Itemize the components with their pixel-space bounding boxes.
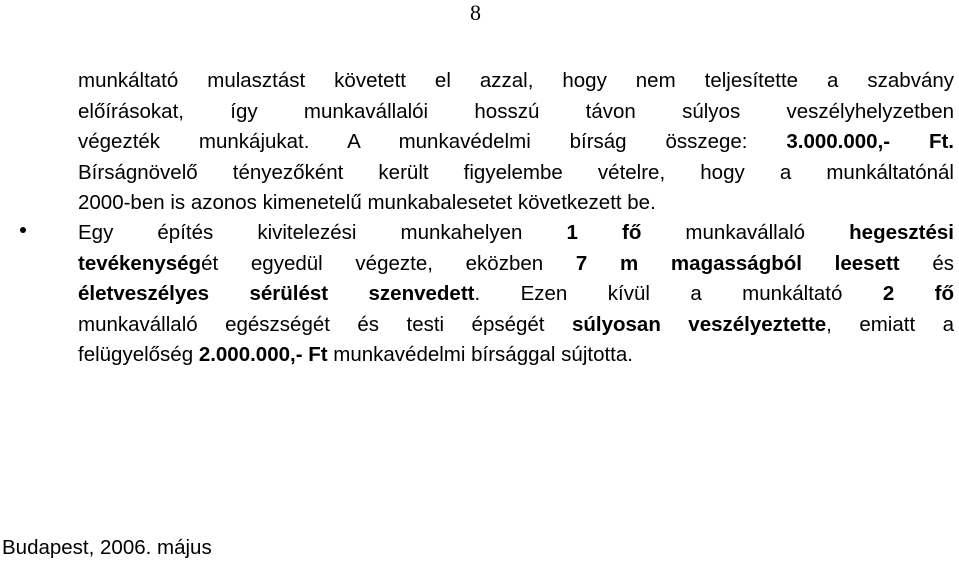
text-run: Egy építés kivitelezési munkahelyen [78,221,567,244]
page-number: 8 [470,0,481,25]
text-run: és [899,251,954,275]
bold-run: 2.000.000,- Ft [198,343,328,366]
footer-place-date: Budapest, 2006. május [2,536,212,559]
paragraph-1 [78,66,954,219]
text-run: felügyelőség [78,343,199,366]
text-line [78,249,954,280]
text-line [78,66,954,97]
text-run: munkavállaló [641,221,850,244]
text-run: munkáltató mulasztást követett el azzal, hogy nem teljesítette a szabvány [78,69,954,92]
bold-run: 2 fő [882,282,954,305]
text-run: ét egyedül végezte, eközben [201,251,576,275]
text-line [78,127,954,158]
paragraph-2 [78,218,954,371]
text-run: , emiatt a [826,312,954,336]
text-run: előírásokat, így munkavállalói hosszú távon súlyos veszélyhelyzetben [78,99,954,123]
text-line [78,97,954,128]
bold-run: életveszélyes sérülést szenvedett [78,282,475,305]
text-run: végezték munkájukat. A munkavédelmi bírság összege: [78,130,787,153]
bold-run: 7 m magasságból leesett [575,251,900,275]
text-line [78,310,954,341]
bold-run: súlyosan veszélyeztette [571,312,827,336]
bold-run: 3.000.000,- Ft. [786,130,955,153]
bold-run: hegesztési [849,221,954,244]
text-line [78,279,954,310]
bold-run: tevékenység [78,251,202,275]
text-line [78,340,954,371]
text-line [78,158,954,189]
text-run: Bírságnövelő tényezőként került figyelembe vételre, hogy a munkáltatónál [78,160,954,184]
text-line [78,218,954,249]
text-run: 2000-ben is azonos kimenetelű munkabalesetet következett be. [78,191,656,214]
text-run: munkavédelmi bírsággal sújtotta. [327,343,633,366]
bold-run: 1 fő [566,221,642,244]
text-run: munkavállaló egészségét és testi épségét [78,312,572,336]
text-run: . Ezen kívül a munkáltató [474,282,883,305]
bullet-icon [20,227,26,233]
text-line [78,188,954,219]
